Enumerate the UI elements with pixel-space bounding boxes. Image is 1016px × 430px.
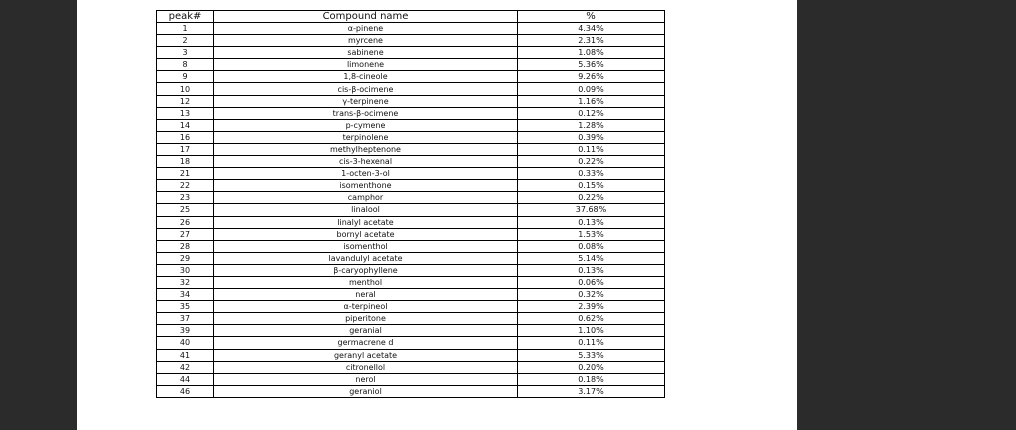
cell-percent: 1.28% — [518, 119, 665, 131]
cell-peak: 1 — [157, 23, 214, 35]
cell-percent: 0.20% — [518, 361, 665, 373]
cell-compound-name: geranial — [214, 325, 518, 337]
cell-peak: 17 — [157, 143, 214, 155]
cell-compound-name: 1,8-cineole — [214, 71, 518, 83]
table-row — [157, 95, 665, 107]
header-peak: peak# — [157, 11, 214, 23]
table-row — [157, 192, 665, 204]
table-header-row — [157, 11, 665, 23]
table-row — [157, 301, 665, 313]
viewer-right-margin — [797, 0, 1016, 430]
cell-percent: 0.06% — [518, 276, 665, 288]
cell-peak: 16 — [157, 131, 214, 143]
cell-peak: 25 — [157, 204, 214, 216]
cell-compound-name: neral — [214, 289, 518, 301]
cell-percent: 5.36% — [518, 59, 665, 71]
table-row — [157, 252, 665, 264]
compound-table — [156, 10, 665, 398]
cell-compound-name: α-terpineol — [214, 301, 518, 313]
table-row — [157, 71, 665, 83]
cell-percent: 0.12% — [518, 107, 665, 119]
table-row — [157, 373, 665, 385]
cell-peak: 21 — [157, 168, 214, 180]
cell-percent: 0.11% — [518, 143, 665, 155]
table-row — [157, 313, 665, 325]
cell-compound-name: geraniol — [214, 385, 518, 397]
cell-compound-name: piperitone — [214, 313, 518, 325]
cell-compound-name: nerol — [214, 373, 518, 385]
cell-percent: 0.11% — [518, 337, 665, 349]
header-percent: % — [518, 11, 665, 23]
cell-compound-name: camphor — [214, 192, 518, 204]
cell-compound-name: citronellol — [214, 361, 518, 373]
table-row — [157, 131, 665, 143]
cell-percent: 4.34% — [518, 23, 665, 35]
table-row — [157, 143, 665, 155]
cell-percent: 5.14% — [518, 252, 665, 264]
cell-percent: 0.08% — [518, 240, 665, 252]
table-row — [157, 228, 665, 240]
cell-percent: 1.16% — [518, 95, 665, 107]
cell-percent: 0.22% — [518, 156, 665, 168]
table-row — [157, 349, 665, 361]
table-row — [157, 168, 665, 180]
cell-percent: 9.26% — [518, 71, 665, 83]
cell-compound-name: lavandulyl acetate — [214, 252, 518, 264]
cell-peak: 2 — [157, 35, 214, 47]
cell-compound-name: bornyl acetate — [214, 228, 518, 240]
cell-compound-name: β-caryophyllene — [214, 264, 518, 276]
cell-compound-name: menthol — [214, 276, 518, 288]
cell-peak: 12 — [157, 95, 214, 107]
cell-percent: 1.10% — [518, 325, 665, 337]
table-row — [157, 325, 665, 337]
cell-compound-name: cis-β-ocimene — [214, 83, 518, 95]
cell-peak: 44 — [157, 373, 214, 385]
table-row — [157, 289, 665, 301]
table-row — [157, 156, 665, 168]
cell-compound-name: linalyl acetate — [214, 216, 518, 228]
cell-percent: 1.08% — [518, 47, 665, 59]
cell-peak: 34 — [157, 289, 214, 301]
table-row — [157, 35, 665, 47]
cell-peak: 26 — [157, 216, 214, 228]
cell-percent: 0.39% — [518, 131, 665, 143]
cell-compound-name: cis-3-hexenal — [214, 156, 518, 168]
table-row — [157, 180, 665, 192]
cell-compound-name: geranyl acetate — [214, 349, 518, 361]
cell-compound-name: 1-octen-3-ol — [214, 168, 518, 180]
table-row — [157, 204, 665, 216]
table-row — [157, 264, 665, 276]
cell-percent: 0.15% — [518, 180, 665, 192]
cell-peak: 28 — [157, 240, 214, 252]
cell-compound-name: p-cymene — [214, 119, 518, 131]
cell-compound-name: α-pinene — [214, 23, 518, 35]
table-row — [157, 47, 665, 59]
cell-percent: 0.13% — [518, 264, 665, 276]
cell-compound-name: isomenthone — [214, 180, 518, 192]
cell-percent: 0.32% — [518, 289, 665, 301]
table-body — [157, 23, 665, 398]
cell-compound-name: γ-terpinene — [214, 95, 518, 107]
cell-peak: 40 — [157, 337, 214, 349]
table-row — [157, 23, 665, 35]
table-row — [157, 107, 665, 119]
cell-peak: 22 — [157, 180, 214, 192]
cell-peak: 23 — [157, 192, 214, 204]
document-page[interactable] — [77, 0, 797, 430]
cell-compound-name: germacrene d — [214, 337, 518, 349]
cell-compound-name: methylheptenone — [214, 143, 518, 155]
cell-compound-name: isomenthol — [214, 240, 518, 252]
cell-compound-name: limonene — [214, 59, 518, 71]
cell-peak: 41 — [157, 349, 214, 361]
cell-peak: 46 — [157, 385, 214, 397]
cell-percent: 2.31% — [518, 35, 665, 47]
cell-compound-name: sabinene — [214, 47, 518, 59]
cell-percent: 2.39% — [518, 301, 665, 313]
cell-percent: 5.33% — [518, 349, 665, 361]
table-row — [157, 59, 665, 71]
cell-peak: 8 — [157, 59, 214, 71]
cell-peak: 3 — [157, 47, 214, 59]
cell-compound-name: trans-β-ocimene — [214, 107, 518, 119]
cell-percent: 0.22% — [518, 192, 665, 204]
cell-peak: 37 — [157, 313, 214, 325]
table-row — [157, 385, 665, 397]
cell-peak: 30 — [157, 264, 214, 276]
cell-compound-name: myrcene — [214, 35, 518, 47]
cell-peak: 9 — [157, 71, 214, 83]
table-row — [157, 83, 665, 95]
cell-percent: 0.09% — [518, 83, 665, 95]
cell-peak: 13 — [157, 107, 214, 119]
cell-peak: 14 — [157, 119, 214, 131]
cell-percent: 0.13% — [518, 216, 665, 228]
cell-percent: 37.68% — [518, 204, 665, 216]
table-row — [157, 240, 665, 252]
cell-peak: 42 — [157, 361, 214, 373]
cell-percent: 0.33% — [518, 168, 665, 180]
table-row — [157, 119, 665, 131]
cell-peak: 10 — [157, 83, 214, 95]
table-row — [157, 216, 665, 228]
cell-peak: 29 — [157, 252, 214, 264]
cell-compound-name: terpinolene — [214, 131, 518, 143]
cell-peak: 27 — [157, 228, 214, 240]
cell-percent: 0.62% — [518, 313, 665, 325]
table-row — [157, 276, 665, 288]
header-compound-name: Compound name — [214, 11, 518, 23]
cell-percent: 3.17% — [518, 385, 665, 397]
cell-peak: 35 — [157, 301, 214, 313]
viewer-left-margin — [0, 0, 77, 430]
cell-compound-name: linalool — [214, 204, 518, 216]
cell-peak: 18 — [157, 156, 214, 168]
cell-percent: 0.18% — [518, 373, 665, 385]
cell-percent: 1.53% — [518, 228, 665, 240]
table-row — [157, 337, 665, 349]
cell-peak: 32 — [157, 276, 214, 288]
table-row — [157, 361, 665, 373]
cell-peak: 39 — [157, 325, 214, 337]
